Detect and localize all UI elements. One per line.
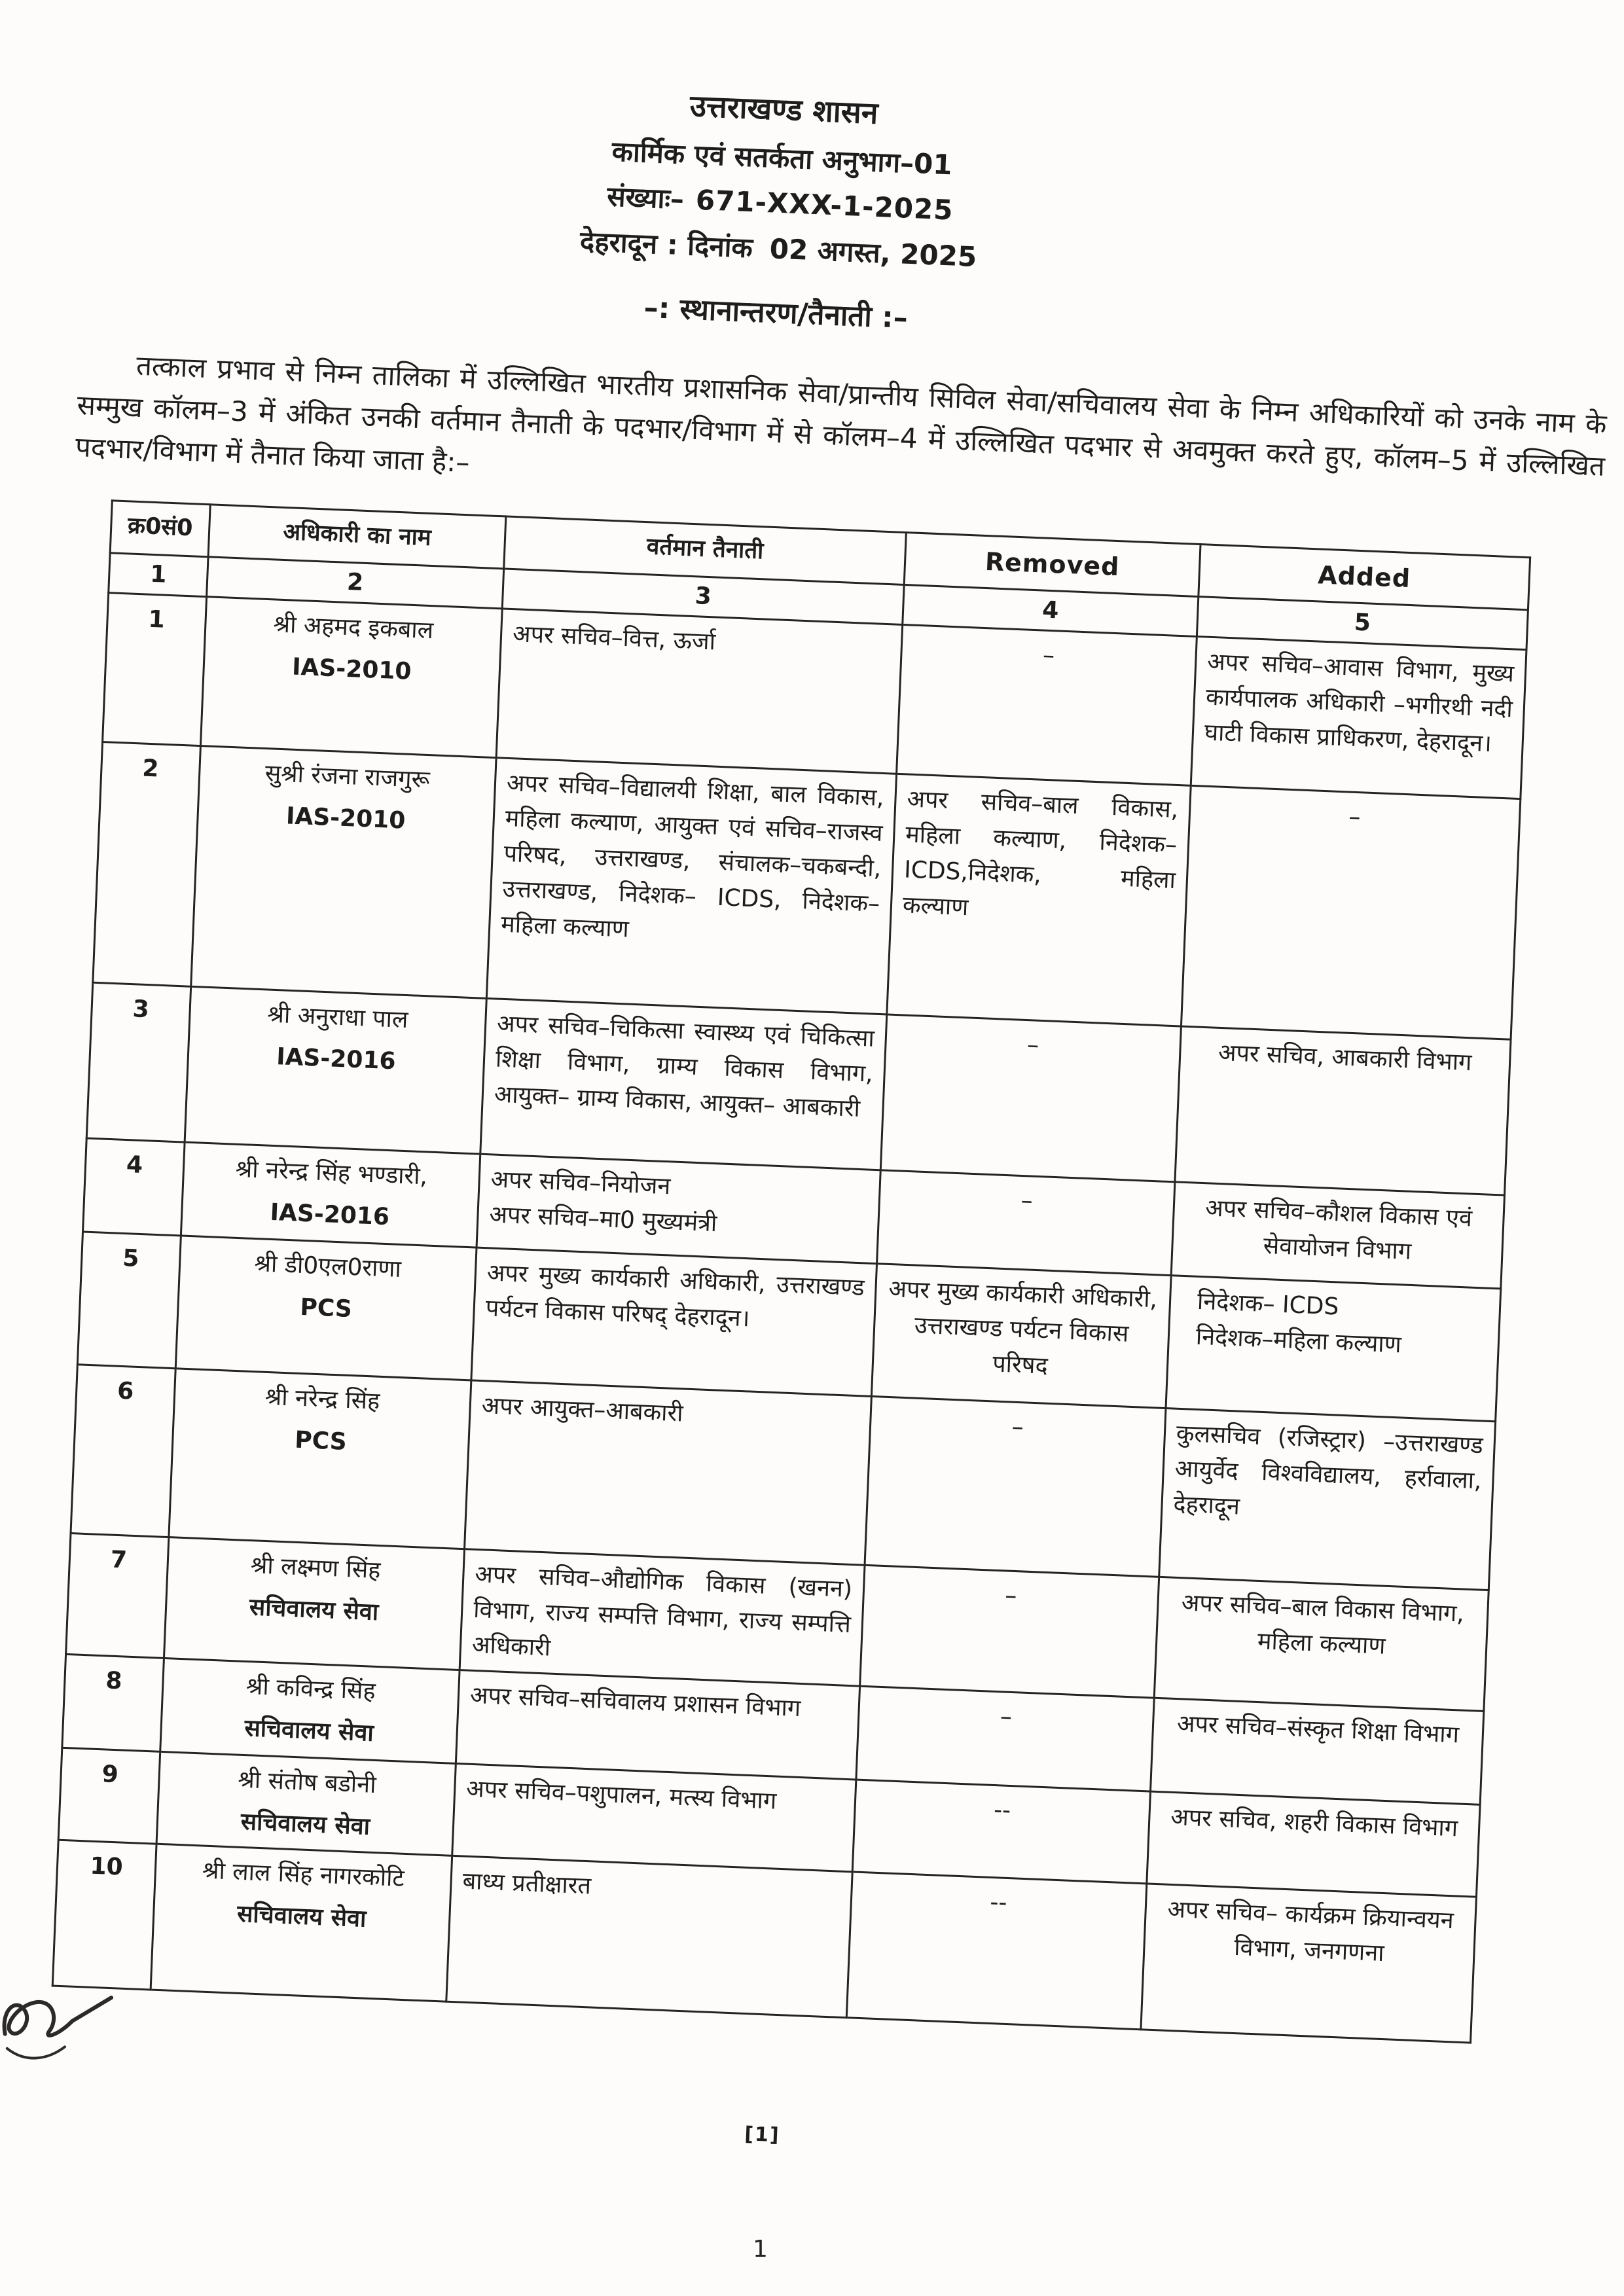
cell-serial: 5 xyxy=(77,1232,181,1369)
cell-added: अपर सचिव–कौशल विकास एवं सेवायोजन विभाग xyxy=(1171,1181,1504,1288)
col-number-4: 4 xyxy=(903,584,1199,636)
cell-added: अपर सचिव, आबकारी विभाग xyxy=(1175,1026,1511,1195)
cell-officer-name xyxy=(191,745,496,998)
officer-cadre-text: IAS-2010 xyxy=(291,653,412,685)
cell-serial: 2 xyxy=(93,742,201,986)
cell-current-posting: अपर सचिव–औद्योगिक विकास (खनन) विभाग, राज्य सम्पत्ति विभाग, राज्य सम्पत्ति अधिकारी xyxy=(460,1549,865,1685)
cell-serial: 3 xyxy=(86,982,190,1142)
cell-serial: 9 xyxy=(58,1748,160,1844)
cell-serial: 1 xyxy=(103,592,207,745)
cell-officer-name xyxy=(151,1844,452,2001)
officer-name-text: सुश्री रंजना राजगुरू xyxy=(264,759,431,793)
cell-removed: – xyxy=(865,1396,1166,1577)
footer-page-marker: [1] xyxy=(744,2122,781,2147)
letterhead xyxy=(399,75,1161,348)
cell-current-posting: अपर मुख्य कार्यकारी अधिकारी, उत्तराखण्ड पर्यटन विकास परिषद् देहरादून। xyxy=(471,1247,877,1396)
officer-name-text: श्री लाल सिंह नागरकोटि xyxy=(202,1857,405,1892)
officer-cadre-text: IAS-2016 xyxy=(269,1198,390,1230)
officer-cadre-text: सचिवालय सेवा xyxy=(240,1808,370,1840)
date-value: 02 अगस्त, 2025 xyxy=(768,232,978,273)
officer-cadre-text: IAS-2010 xyxy=(285,802,406,834)
officer-name-text: श्री संतोष बडोनी xyxy=(237,1766,377,1799)
officer-cadre-text: IAS-2016 xyxy=(276,1043,397,1075)
cell-added: अपर सचिव–आवास विभाग, मुख्य कार्यपालक अधिकारी –भगीरथी नदी घाटी विकास प्राधिकरण, देहरादून। xyxy=(1191,636,1526,798)
place-date-label: देहरादून : दिनांक xyxy=(579,224,753,264)
cell-added: कुलसचिव (रजिस्ट्रार) –उत्तराखण्ड आयुर्वेद विश्वविद्यालय, हर्रावाला, देहरादून xyxy=(1159,1408,1496,1590)
cell-current-posting: अपर सचिव–नियोजन अपर सचिव–मा0 मुख्यमंत्री xyxy=(477,1154,880,1263)
cell-removed: अपर मुख्य कार्यकारी अधिकारी, उत्तराखण्ड पर्यटन विकास परिषद xyxy=(871,1263,1171,1408)
cell-removed: – xyxy=(856,1686,1154,1791)
officer-name-text: श्री डी0एल0राणा xyxy=(253,1249,402,1283)
col-number-5: 5 xyxy=(1197,596,1528,649)
cell-removed: अपर सचिव–बाल विकास, महिला कल्याण, निदेशक– ICDS,निदेशक, महिला कल्याण xyxy=(887,774,1191,1026)
cell-serial: 7 xyxy=(66,1533,169,1658)
letterhead-govt-line: उत्तराखण्ड शासन xyxy=(689,88,879,131)
cell-officer-name xyxy=(164,1537,464,1670)
cell-added: अपर सचिव–संस्कृत शिक्षा विभाग xyxy=(1151,1698,1484,1804)
number-value: 671-XXX-1-2025 xyxy=(695,183,954,226)
cell-added: अपर सचिव– कार्यक्रम क्रियान्वयन विभाग, जनगणना xyxy=(1141,1884,1477,2043)
transfer-table xyxy=(52,499,1532,2043)
page-number: 1 xyxy=(753,2236,768,2263)
cell-added: निदेशक– ICDS निदेशक–महिला कल्याण xyxy=(1166,1275,1501,1421)
cell-current-posting: अपर सचिव–चिकित्सा स्वास्थ्य एवं चिकित्सा शिक्षा विभाग, ग्राम्य विकास विभाग, आयुक्त– ग्राम्य विकास, आयुक्त– आबकारी xyxy=(480,998,887,1170)
cell-officer-name xyxy=(185,986,486,1154)
col-header-added: Added xyxy=(1199,544,1530,609)
col-header-current: वर्तमान तैनाती xyxy=(504,516,907,584)
cell-current-posting: अपर सचिव–विद्यालयी शिक्षा, बाल विकास, महिला कल्याण, आयुक्त एवं सचिव–राजस्व परिषद, उत्तराखण्ड, संचालक–चकबन्दी, उत्तराखण्ड, निदेशक– ICDS, निदेशक– महिला कल्याण xyxy=(486,757,896,1014)
cell-officer-name xyxy=(160,1658,460,1763)
cell-serial: 10 xyxy=(52,1840,156,1990)
officer-cadre-text: सचिवालय सेवा xyxy=(244,1714,374,1747)
officer-name-text: श्री लक्ष्मण सिंह xyxy=(250,1551,382,1584)
intro-paragraph: तत्काल प्रभाव से निम्न तालिका में उल्लिखित भारतीय प्रशासनिक सेवा/प्रान्तीय सिविल सेवा/सचिवालय सेवा के निम्न अधिकारियों को उनके नाम के सम्मुख कॉलम–3 में अंकित उनकी वर्तमान तैनाती के पदभार/विभाग में से कॉलम–4 में उल्लिखित पदभार से अवमुक्त करते हुए, कॉलम–5 में उल्लिखित पदभार/विभाग में तैनात किया जाता है:– xyxy=(75,349,1608,482)
signature-scribble xyxy=(0,1971,147,2077)
officer-name-text: श्री नरेन्द्र सिंह xyxy=(264,1383,381,1415)
cell-removed: -- xyxy=(852,1780,1150,1884)
cell-serial: 4 xyxy=(83,1138,185,1236)
subject-line: –: स्थानान्तरण/तैनाती :– xyxy=(643,291,909,335)
officer-cadre-text: सचिवालय सेवा xyxy=(249,1593,380,1626)
cell-removed: – xyxy=(897,624,1197,785)
officer-cadre-text: PCS xyxy=(294,1426,348,1456)
letterhead-dept-line: कार्मिक एवं सतर्कता अनुभाग–01 xyxy=(611,135,953,181)
col-header-removed: Removed xyxy=(904,532,1200,596)
col-number-3: 3 xyxy=(502,569,904,625)
number-label: संख्याः– xyxy=(606,180,685,216)
cell-officer-name xyxy=(169,1368,471,1549)
cell-removed: – xyxy=(860,1565,1159,1698)
cell-added: अपर सचिव, शहरी विकास विभाग xyxy=(1147,1791,1480,1897)
cell-added: अपर सचिव–बाल विकास विभाग, महिला कल्याण xyxy=(1154,1577,1489,1711)
col-number-2: 2 xyxy=(207,556,504,608)
cell-officer-name xyxy=(175,1236,477,1380)
officer-cadre-text: PCS xyxy=(299,1293,353,1323)
cell-officer-name xyxy=(156,1751,456,1856)
table-body xyxy=(52,592,1526,2042)
officer-cadre-text: सचिवालय सेवा xyxy=(236,1900,367,1933)
cell-current-posting: अपर सचिव–वित्त, ऊर्जा xyxy=(496,608,903,773)
col-header-name: अधिकारी का नाम xyxy=(208,504,506,568)
cell-removed: – xyxy=(880,1014,1181,1182)
cell-added: – xyxy=(1181,785,1520,1039)
cell-current-posting: अपर सचिव–सचिवालय प्रशासन विभाग xyxy=(456,1670,859,1779)
officer-name-text: श्री कविन्द्र सिंह xyxy=(245,1672,376,1705)
officer-name-text: श्री अनुराधा पाल xyxy=(266,1001,409,1033)
cell-current-posting: अपर आयुक्त–आबकारी xyxy=(465,1380,872,1565)
officer-name-text: श्री अहमद इकबाल xyxy=(272,610,434,644)
cell-serial: 8 xyxy=(62,1654,164,1751)
cell-removed: – xyxy=(877,1170,1175,1275)
col-number-1: 1 xyxy=(109,552,208,596)
cell-removed: -- xyxy=(846,1872,1147,2030)
col-header-serial: क्र0सं0 xyxy=(110,500,210,556)
cell-officer-name xyxy=(181,1142,480,1247)
officer-name-text: श्री नरेन्द्र सिंह भण्डारी, xyxy=(235,1155,428,1191)
cell-current-posting: बाध्य प्रतीक्षारत xyxy=(446,1856,852,2017)
cell-officer-name xyxy=(200,596,502,757)
cell-current-posting: अपर सचिव–पशुपालन, मत्स्य विभाग xyxy=(452,1763,856,1871)
cell-serial: 6 xyxy=(71,1364,175,1537)
